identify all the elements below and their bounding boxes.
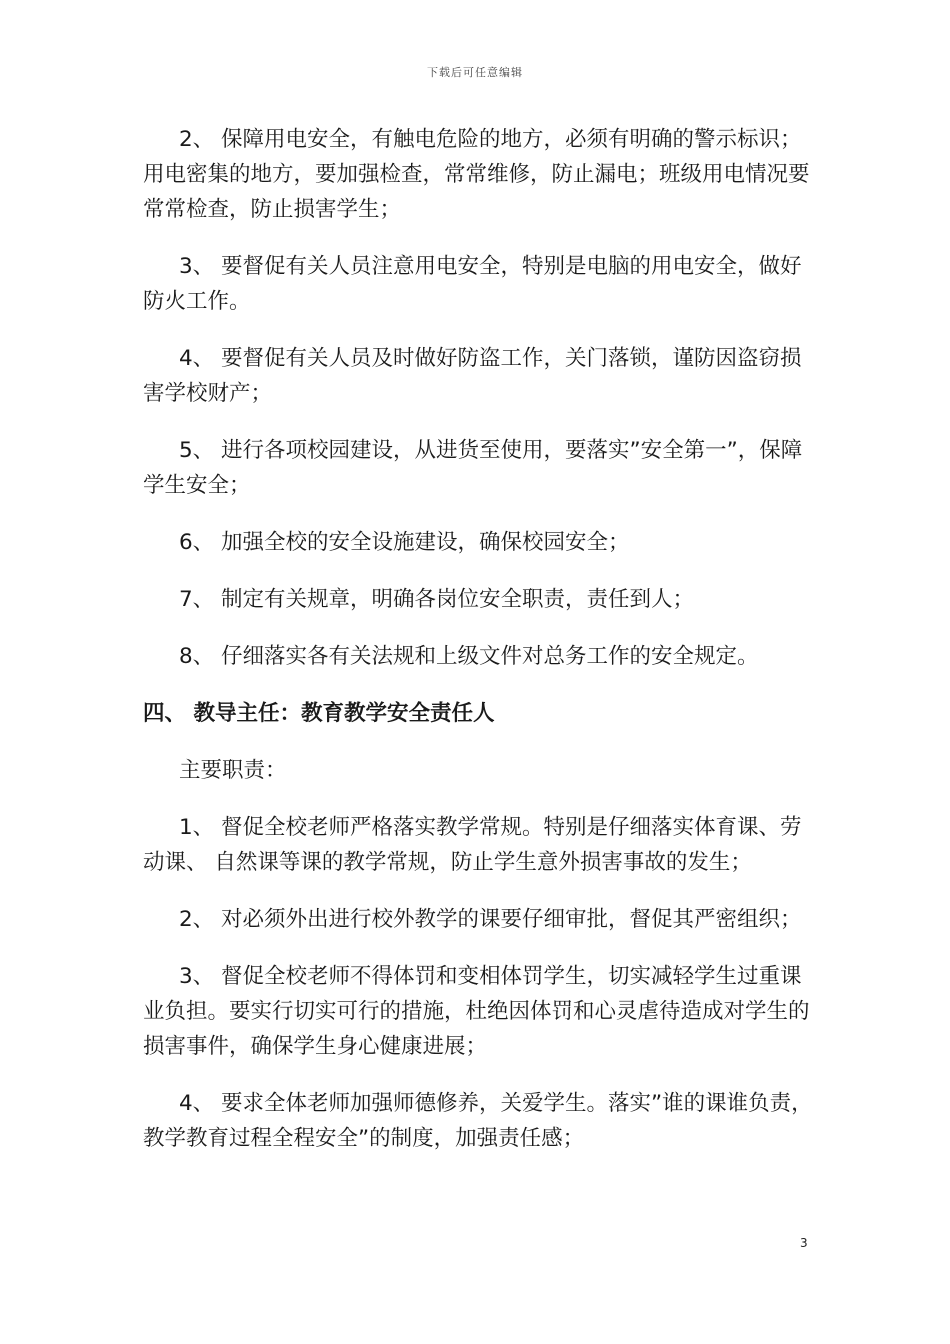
paragraph-item-3: 3、 要督促有关人员注意用电安全，特别是电脑的用电安全，做好防火工作。 — [143, 254, 802, 314]
paragraph-item-2: 2、 保障用电安全，有触电危险的地方，必须有明确的警示标识；用电密集的地方，要加强检查，常常维修，防止漏电；班级用电情况要常常检查，防止损害学生； — [143, 127, 810, 222]
paragraph-item-5: 5、 进行各项校园建设，从进货至使用，要落实”安全第一”，保障学生安全； — [143, 438, 803, 498]
paragraph-item-4: 4、 要督促有关人员及时做好防盗工作，关门落锁，谨防因盗窃损害学校财产； — [143, 346, 802, 406]
duty-item-4: 4、 要求全体老师加强师德修养，关爱学生。落实”谁的课谁负责，教学教育过程全程安全”的制度，加强责任感； — [143, 1091, 813, 1151]
document-body — [143, 122, 815, 1178]
duty-item-1: 1、 督促全校老师严格落实教学常规。特别是仔细落实体育课、劳动课、 自然课等课的教学常规，防止学生意外损害事故的发生； — [143, 815, 802, 875]
paragraph-item-6: 6、 加强全校的安全设施建设，确保校园安全； — [179, 530, 630, 555]
page-number: 3 — [800, 1236, 808, 1250]
duty-item-3: 3、 督促全校老师不得体罚和变相体罚学生，切实减轻学生过重课业负担。要实行切实可行的措施，杜绝因体罚和心灵虐待造成对学生的损害事件，确保学生身心健康进展； — [143, 964, 810, 1059]
section-heading: 四、 教导主任：教育教学安全责任人 — [143, 701, 495, 726]
duties-label: 主要职责： — [179, 758, 287, 783]
paragraph-item-8: 8、 仔细落实各有关法规和上级文件对总务工作的安全规定。 — [179, 644, 759, 669]
duty-item-2: 2、 对必须外出进行校外教学的课要仔细审批，督促其严密组织； — [179, 907, 802, 932]
page-header: 下载后可任意编辑 — [427, 66, 523, 79]
paragraph-item-7: 7、 制定有关规章，明确各岗位安全职责，责任到人； — [179, 587, 695, 612]
